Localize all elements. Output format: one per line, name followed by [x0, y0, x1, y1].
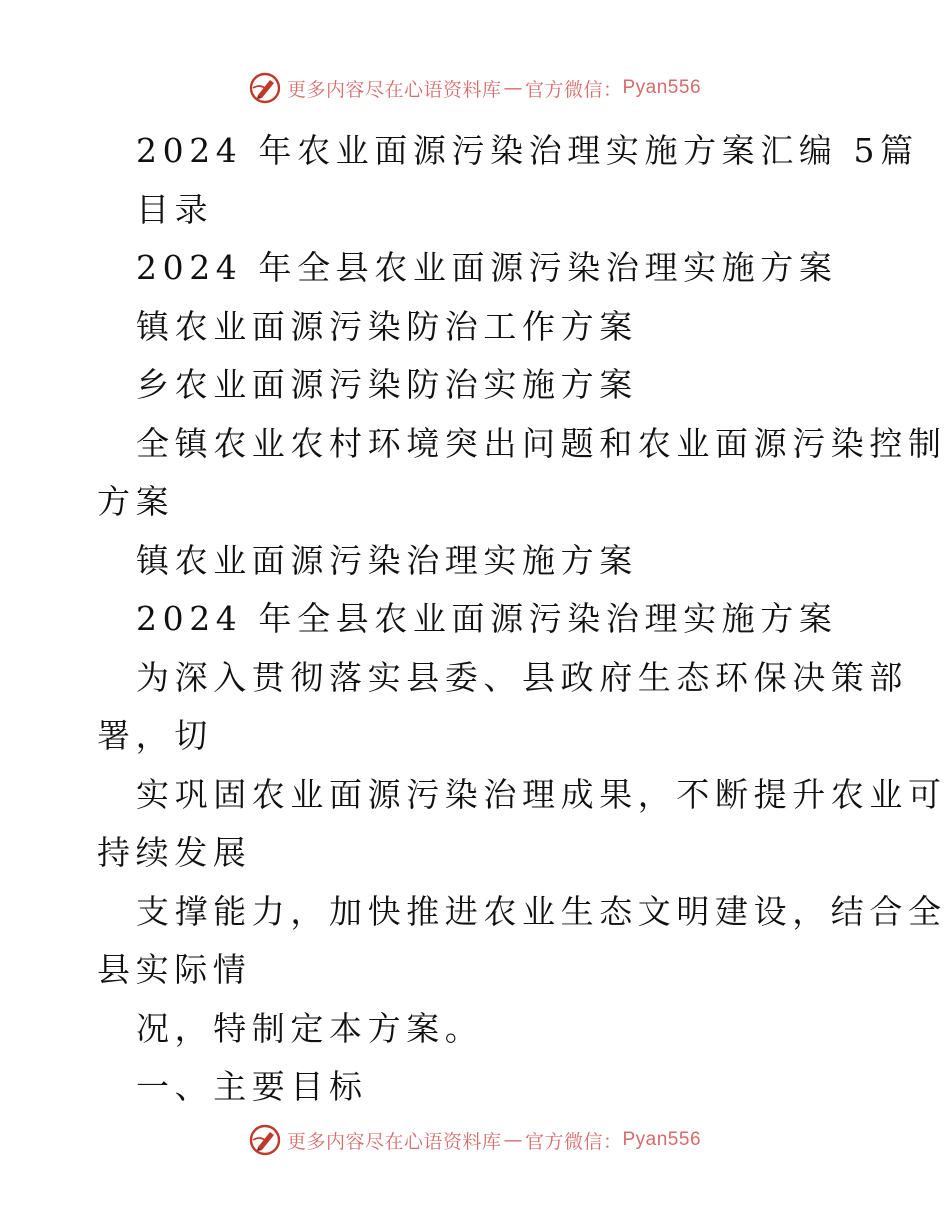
banner-separator: —	[503, 1129, 523, 1151]
banner-wechat-id: Pyan556	[622, 77, 702, 98]
paragraph-line: 署，切	[97, 716, 213, 755]
toc-item: 镇农业面源污染防治工作方案	[136, 306, 638, 346]
toc-item: 全镇农业农村环境突出问题和农业面源污染控制	[136, 423, 947, 463]
document-body	[97, 122, 947, 1117]
toc-item: 镇农业面源污染治理实施方案	[136, 540, 638, 580]
pen-logo-icon	[249, 1124, 281, 1156]
toc-item-continuation: 方案	[97, 482, 175, 521]
banner-promo-text: 更多内容尽在心语资料库	[286, 1130, 502, 1153]
banner-wechat-label: 官方微信：	[524, 78, 623, 101]
footer-watermark-banner	[0, 1124, 950, 1156]
banner-wechat-label: 官方微信：	[524, 1130, 623, 1153]
paragraph-line: 况，特制定本方案。	[136, 1008, 484, 1048]
toc-heading: 目录	[136, 189, 214, 229]
paragraph-line: 实巩固农业面源污染治理成果，不断提升农业可	[136, 774, 947, 814]
banner-separator: —	[503, 77, 523, 99]
banner-wechat-id: Pyan556	[622, 1129, 702, 1150]
paragraph-line: 县实际情	[97, 950, 252, 989]
toc-item: 乡农业面源污染防治实施方案	[136, 365, 638, 404]
pen-logo-icon	[249, 72, 281, 104]
paragraph-line: 支撑能力，加快推进农业生态文明建设，结合全	[136, 891, 947, 931]
paragraph-line: 为深入贯彻落实县委、县政府生态环保决策部	[136, 657, 908, 697]
header-watermark-banner	[0, 72, 950, 104]
section-title: 2024 年全县农业面源污染治理实施方案	[136, 599, 838, 638]
banner-promo-text: 更多内容尽在心语资料库	[286, 78, 502, 101]
toc-item: 2024 年全县农业面源污染治理实施方案	[136, 248, 838, 287]
subsection-heading: 一、主要目标	[136, 1067, 368, 1106]
document-title: 2024 年农业面源污染治理实施方案汇编 5篇	[136, 131, 919, 170]
paragraph-line: 持续发展	[97, 833, 252, 872]
